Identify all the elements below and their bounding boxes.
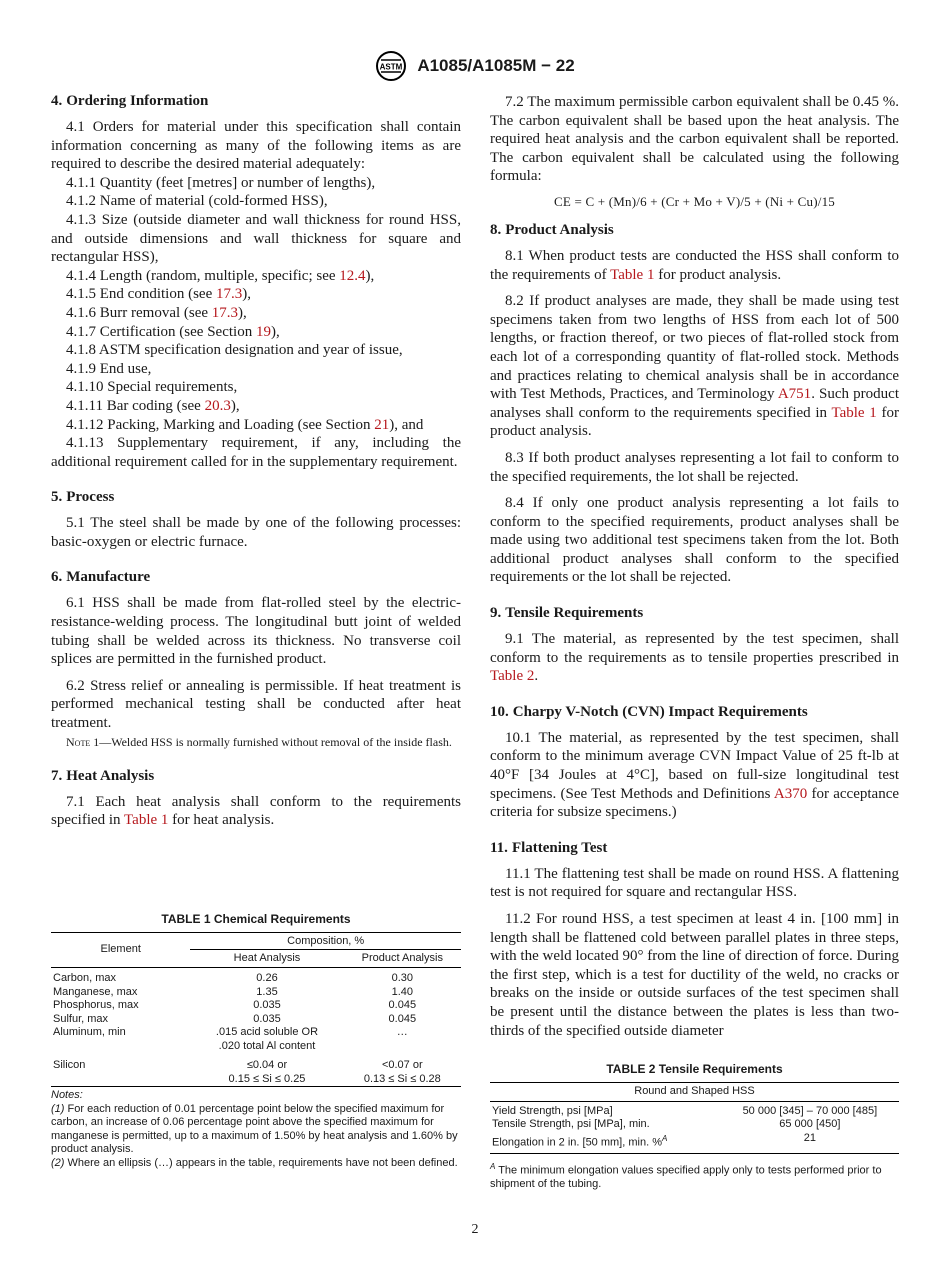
paragraph: 11.2 For round HSS, a test specimen at least 4 in. [100 mm] in length shall be flattened cold between parallel plates in three steps, with the weld located 90° from the line of direction of force. During the first step, which is a test for ductility of the weld, no cracks or breaks on the inside or outside surfaces of the test specimen shall be present until the distance between the plates is less than two-thirds of the specified outside diameter: [490, 911, 899, 1039]
column-header: Heat Analysis: [190, 949, 343, 968]
section-heading: 6. Manufacture: [51, 569, 151, 586]
table-row: .020 total Al content: [218, 1039, 316, 1052]
page-header: [0, 50, 950, 82]
table-title: TABLE 2 Tensile Requirements: [606, 1062, 783, 1076]
list-item: 4.1.1 Quantity (feet [metres] or number of lengths),: [66, 174, 376, 191]
list-item: 4.1.6 Burr removal (see 17.3),: [66, 304, 247, 321]
table-row: Silicon ≤0.04 or <0.07 or: [53, 1059, 423, 1071]
paragraph: 9.1 The material, as represented by the test specimen, shall conform to the requirements as to tensile properties prescribed in Table 2.: [490, 631, 899, 685]
paragraph: 8.1 When product tests are conducted the HSS shall conform to the requirements of Table 1 for product analysis.: [490, 247, 899, 283]
list-item: 4.1.2 Name of material (cold-formed HSS),: [66, 193, 328, 210]
paragraph: 8.2 If product analyses are made, they shall be made using test specimens taken from two lengths of HSS from each lot of 500 lengths, or fraction thereof, or two pieces of flat-rolled stock from each lot of a corresponding quantity of flat-rolled stock. Methods and practices relating to chemical analysis shall be in accordance with Test Methods, Practices, and Terminology A751. Such product analyses shall conform to the requirements specified in Table 1 for product analysis.: [490, 293, 899, 440]
paragraph: 11.1 The flattening test shall be made on round HSS. A flattening test is not required for square and rectangular HSS.: [490, 865, 899, 901]
list-item: 4.1.11 Bar coding (see 20.3),: [66, 397, 240, 414]
paragraph: 10.1 The material, as represented by the test specimen, shall conform to the minimum average CVN Impact Value of 25 ft-lb at 40°F [34 Joules at 4°C], based on full-size longitudinal test specimens. (See Test Methods and Definitions A370 for acceptance criteria for subsize specimens.): [490, 729, 900, 821]
column-header: Composition, %: [190, 933, 461, 950]
paragraph: 6.1 HSS shall be made from flat-rolled steel by the electric-resistance-welding process. The longitudinal butt joint of welded tubing shall be welded across its thickness. No transverse coil splices are permitted in the furnished product.: [51, 595, 461, 668]
page-number: 2: [471, 1222, 479, 1237]
right-column: [490, 93, 899, 1058]
column-header: Element: [51, 933, 190, 968]
section-6: [51, 569, 461, 749]
astm-logo-icon: [375, 50, 407, 82]
table-row: Manganese, max 1.35 1.40: [53, 985, 413, 998]
paragraph: 4.1 Orders for material under this specification shall contain information concerning as many of the following items as are required to describe the desired material adequately:: [51, 119, 461, 173]
section-5: [51, 489, 461, 551]
list-item: 4.1.3 Size (outside diameter and wall thickness for round HSS, and outside dimensions and wall thickness for square and rectangular HSS),: [51, 211, 461, 266]
section-8: [490, 222, 899, 587]
table-row: Elongation in 2 in. [50 mm], min. %$^A$ 21: [490, 1132, 899, 1154]
table-notes: Notes: (1) For each reduction of 0.01 percentage point below the specified maximum for carbon, an increase of 0.06 percentage point above the specified maximum for manganese is permitted, up to a maximum of 1.50% by heat analysis and 1.60% by product analysis. (2) Where an ellipsis (…) appears in the table, requirements have not been defined.: [51, 1089, 458, 1169]
designation: A1085/A1085M − 22: [417, 56, 575, 75]
section-link[interactable]: 17.3: [215, 286, 243, 303]
svg-text:ASTM: ASTM: [379, 62, 403, 72]
column-header: Round and Shaped HSS: [490, 1083, 899, 1102]
table-row: 0.15 ≤ Si ≤ 0.25 0.13 ≤ Si ≤ 0.28: [51, 1073, 461, 1087]
carbon-equivalent-formula: CE = C + (Mn)/6 + (Cr + Mo + V)/5 + (Ni + Cu)/15: [554, 193, 835, 209]
table-link[interactable]: Table 1: [831, 404, 877, 421]
paragraph: 8.3 If both product analyses representing a lot fail to conform to the specified requirements, the lot shall be rejected.: [490, 449, 899, 485]
section-heading: 11. Flattening Test: [490, 839, 608, 856]
list-item: 4.1.12 Packing, Marking and Loading (see Section 21), and: [66, 416, 424, 433]
section-heading: 5. Process: [51, 489, 115, 506]
list-item: 4.1.4 Length (random, multiple, specific; see 12.4),: [66, 267, 375, 284]
table-title: TABLE 1 Chemical Requirements: [161, 912, 351, 926]
table-2: [490, 1062, 899, 1191]
standard-link[interactable]: A370: [773, 785, 808, 802]
standard-link[interactable]: A751: [777, 386, 812, 403]
table-1: [51, 912, 461, 1170]
section-link[interactable]: 20.3: [204, 397, 231, 414]
section-heading: 4. Ordering Information: [51, 93, 209, 109]
table-row: Carbon, max 0.26 0.30: [53, 972, 413, 984]
column-header: Product Analysis: [344, 949, 461, 968]
section-10: [490, 704, 899, 822]
list-item: 4.1.7 Certification (see Section 19),: [66, 323, 280, 340]
list-item: 4.1.5 End condition (see 17.3),: [66, 286, 251, 303]
table-link[interactable]: Table 2: [490, 668, 535, 685]
paragraph: 7.1 Each heat analysis shall conform to the requirements specified in Table 1 for heat analysis.: [51, 793, 461, 829]
list-item: 4.1.9 End use,: [66, 360, 152, 377]
section-heading: 9. Tensile Requirements: [490, 605, 644, 622]
section-heading: 8. Product Analysis: [490, 221, 614, 238]
paragraph: 7.2 The maximum permissible carbon equivalent shall be 0.45 %. The carbon equivalent shall be based upon the heat analysis. The required heat analysis and the carbon equivalent shall be reported. The carbon equivalent shall be calculated using the following formula:: [490, 94, 899, 185]
table-row: Tensile Strength, psi [MPa], min. 65 000 [450]: [492, 1118, 841, 1130]
list-item: 4.1.8 ASTM specification designation and year of issue,: [66, 342, 403, 359]
list-item: 4.1.13 Supplementary requirement, if any, including the additional requirement called for in the supplementary requirement.: [51, 435, 461, 470]
left-column: [51, 93, 461, 848]
paragraph: 5.1 The steel shall be made by one of the following processes: basic-oxygen or electric furnace.: [51, 515, 461, 550]
section-link[interactable]: 19: [255, 323, 271, 340]
table-row: Sulfur, max 0.035 0.045: [53, 1012, 417, 1025]
table-row: Phosphorus, max 0.035 0.045: [53, 999, 417, 1011]
table-link[interactable]: Table 1: [124, 812, 169, 829]
section-4: [51, 93, 461, 471]
section-heading: 10. Charpy V-Notch (CVN) Impact Requirements: [490, 703, 808, 720]
section-link[interactable]: 17.3: [211, 304, 239, 321]
note: Note 1—Welded HSS is normally furnished without removal of the inside flash.: [66, 734, 452, 749]
section-7: [51, 768, 461, 830]
section-link[interactable]: 21: [374, 416, 390, 433]
table-row: Yield Strength, psi [MPa] 50 000 [345] – 70 000 [485]: [492, 1104, 878, 1117]
section-heading: 7. Heat Analysis: [51, 767, 155, 784]
section-9: [490, 605, 899, 686]
table-link[interactable]: Table 1: [610, 266, 655, 283]
paragraph: 6.2 Stress relief or annealing is permissible. If heat treatment is performed mechanical testing shall be conducted after heat treatment.: [51, 677, 461, 732]
table-row: Aluminum, min .015 acid soluble OR …: [53, 1026, 408, 1038]
section-link[interactable]: 12.4: [339, 267, 366, 284]
table-footnote: $^A$ The minimum elongation values specified apply only to tests performed prior to shipment of the tubing.: [490, 1161, 882, 1190]
list-item: 4.1.10 Special requirements,: [66, 379, 238, 396]
section-11: [490, 840, 899, 1040]
paragraph: 8.4 If only one product analysis representing a lot fails to conform to the specified requirements, product analyses shall be made using two additional test specimens taken from the lot. Both additional product analyses shall conform to the specified requirements or the lot shall be rejected.: [490, 495, 899, 586]
